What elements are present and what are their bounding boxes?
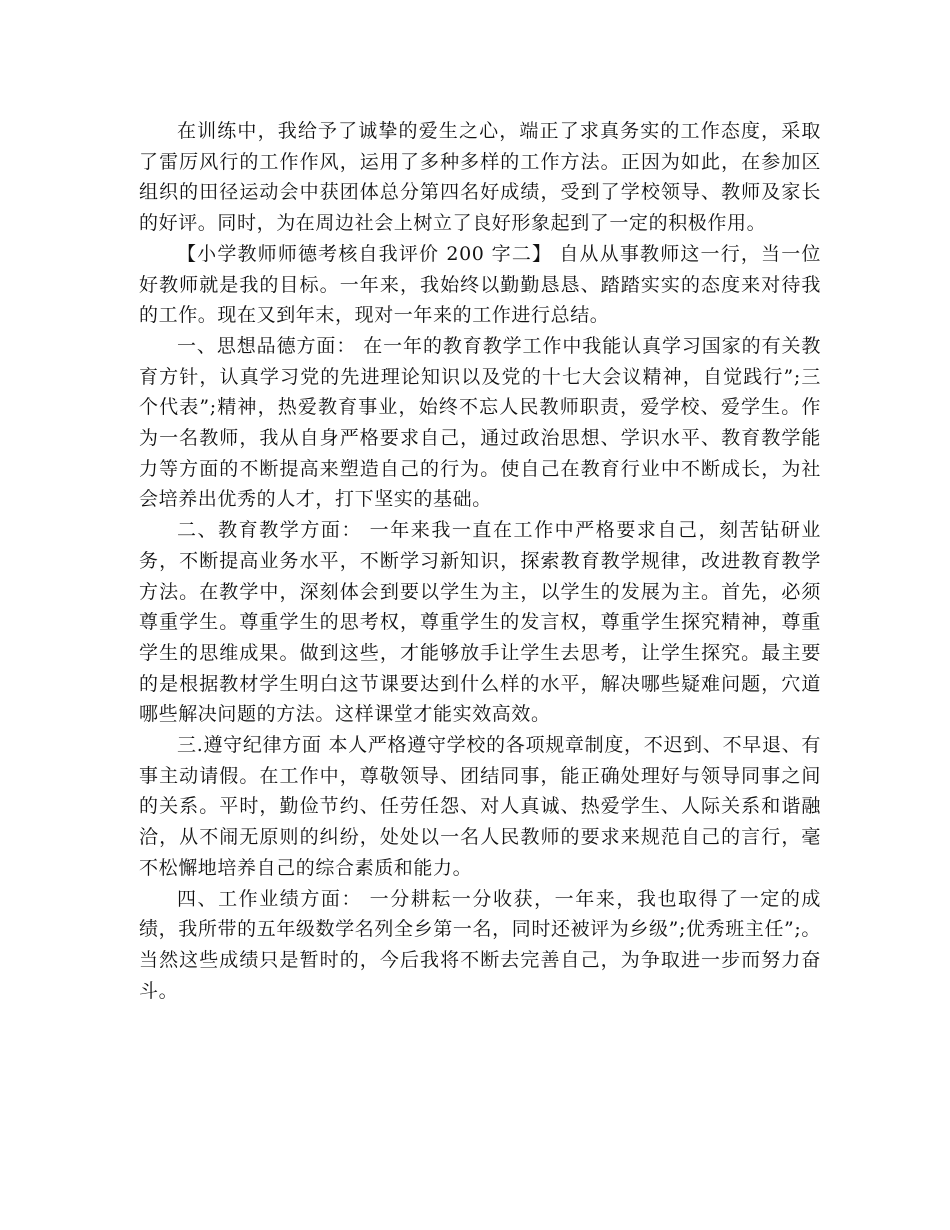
paragraph-achievements: 四、工作业绩方面： 一分耕耘一分收获，一年来，我也取得了一定的成绩，我所带的五年级数学名列全乡第一名，同时还被评为乡级”;优秀班主任”;。当然这些成绩只是暂时的，今后我将不断去完善自己，为争取进一步而努力奋斗。 (139, 887, 821, 1002)
document-body (139, 116, 821, 1006)
paragraph-teaching: 二、教育教学方面： 一年来我一直在工作中严格要求自己，刻苦钻研业务，不断提高业务水平，不断学习新知识，探索教育教学规律，改进教育教学方法。在教学中，深刻体会到要以学生为主，以学生的发展为主。首先，必须尊重学生。尊重学生的思考权，尊重学生的发言权，尊重学生探究精神，尊重学生的思维成果。做到这些，才能够放手让学生去思考，让学生探究。最主要的是根据教材学生明白这节课要达到什么样的水平，解决哪些疑难问题，穴道哪些解决问题的方法。这样课堂才能实效高效。 (139, 519, 821, 726)
paragraph-discipline: 三.遵守纪律方面 本人严格遵守学校的各项规章制度，不迟到、不早退、有事主动请假。在工作中，尊敬领导、团结同事，能正确处理好与领导同事之间的关系。平时，勤俭节约、任劳任怨、对人真诚、热爱学生、人际关系和谐融洽，从不闹无原则的纠纷，处处以一名人民教师的要求来规范自己的言行，毫不松懈地培养自己的综合素质和能力。 (139, 734, 821, 879)
paragraph-intro: 【小学教师师德考核自我评价 200 字二】 自从从事教师这一行，当一位好教师就是我的目标。一年来，我始终以勤勤恳恳、踏踏实实的态度来对待我的工作。现在又到年末，现对一年来的工作进行总结。 (139, 242, 821, 327)
paragraph-training: 在训练中，我给予了诚挚的爱生之心，端正了求真务实的工作态度，采取了雷厉风行的工作作风，运用了多种多样的工作方法。正因为如此，在参加区组织的田径运动会中获团体总分第四名好成绩，受到了学校领导、教师及家长的好评。同时，为在周边社会上树立了良好形象起到了一定的积极作用。 (139, 120, 821, 235)
paragraph-ideology: 一、思想品德方面： 在一年的教育教学工作中我能认真学习国家的有关教育方针，认真学习党的先进理论知识以及党的十七大会议精神，自觉践行”;三个代表”;精神，热爱教育事业，始终不忘人民教师职责，爱学校、爱学生。作为一名教师，我从自身严格要求自己，通过政治思想、学识水平、教育教学能力等方面的不断提高来塑造自己的行为。使自己在教育行业中不断成长，为社会培养出优秀的人才，打下坚实的基础。 (139, 334, 821, 511)
